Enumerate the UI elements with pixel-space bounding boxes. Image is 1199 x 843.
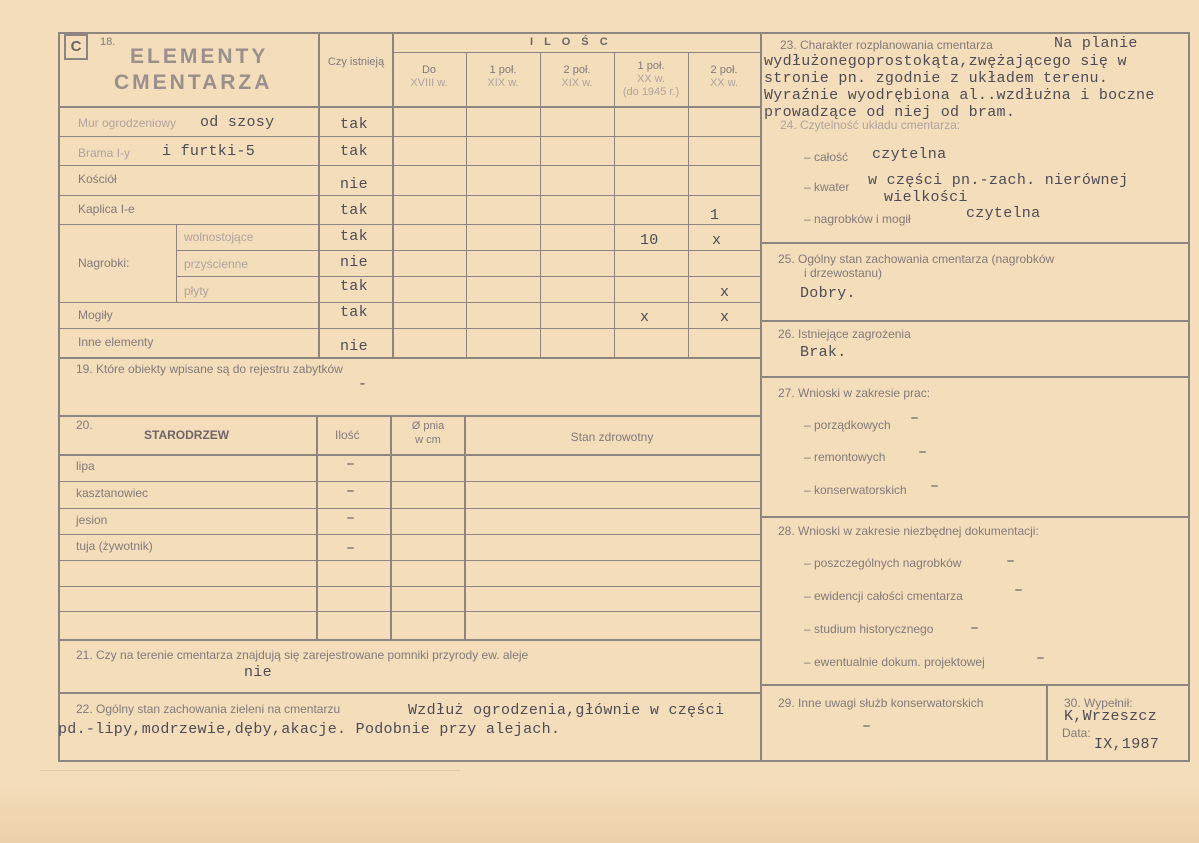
tree-kasztanowiec: kasztanowiec [76,486,149,500]
s28-a-value: – [1006,553,1016,570]
s28-d: – ewentualnie dokum. projektowej [804,655,985,669]
section-box-c: C [64,34,88,60]
row-brama-value: tak [340,143,368,160]
s25-bottom [760,320,1190,322]
s26-bottom [760,376,1190,378]
row-mogily-1p20: x [640,309,650,326]
s18-row-line [58,328,760,329]
s18-row-line [58,165,760,166]
s28-b: – ewidencji całości cmentarza [804,589,963,603]
s21-value: nie [244,664,272,681]
s21-bottom [58,692,760,694]
tree-lipa: lipa [76,459,95,473]
col-2p19: 2 poł. [563,64,591,76]
s21-label: 21. Czy na terenie cmentarza znajdują się zarejestrowane pomniki przyrody ew. aleje [76,648,529,662]
s24-kwater-value1: w części pn.-zach. nierównej [868,172,1129,189]
s27-b: – remontowych [804,450,886,464]
s22-line1: Wzdłuż ogrodzenia,głównie w części [408,702,725,719]
s22-line2: pd.-lipy,modrzewie,dęby,akacje. Podobnie przy alejach. [58,721,561,738]
frame-top [58,32,1190,34]
s29-value: – [862,718,872,735]
s18-title-2: CMENTARZA [114,71,273,94]
s20-number: 20. [76,418,93,432]
s27-c-value: – [930,478,940,495]
row-mur-typed: od szosy [200,114,275,131]
s18-row-line [58,224,760,225]
s26-label: 26. Istniejące zagrożenia [778,327,911,341]
s28-c: – studium historycznego [804,622,934,636]
tree-tuja-count: – [346,540,356,557]
s20-col-stan: Stan zdrowotny [570,430,654,444]
s26-value: Brak. [800,344,847,361]
col-2p19b: XIX w. [561,77,593,89]
s20-title: STARODRZEW [144,428,230,442]
row-nagrobki-label: Nagrobki: [78,256,130,270]
row-wolno-1p20: 10 [640,232,659,249]
row-mogily-value: tak [340,304,368,321]
s20-col-ilosc: Ilość [335,428,360,442]
row-wolno-value: tak [340,228,368,245]
frame-right [1188,32,1190,762]
s18-col-line [466,52,467,358]
s18-bottom [58,357,760,359]
s20-col-pnia-unit: w cm [415,434,441,446]
s18-row-line [176,250,760,251]
col-ilosc: I L O Ś C [530,36,612,48]
s30-date: IX,1987 [1094,736,1160,753]
s20-row-line [58,560,760,561]
row-kosciol-label: Kościół [78,172,117,186]
col-1p19b: XIX w. [487,77,519,89]
frame-bottom [58,760,1190,762]
row-mogily-2p20: x [720,309,730,326]
s24-calosc-value: czytelna [872,146,947,163]
s19-bottom [58,415,760,417]
s27-a-value: – [910,410,920,427]
s30-date-label: Data: [1062,726,1091,740]
s20-bottom [58,639,760,641]
row-kaplica-value: tak [340,202,368,219]
row-inne-value: nie [340,338,368,355]
s24-kwater-label: – kwater [804,180,850,194]
row-kaplica-label: Kaplica I-e [78,202,135,216]
col-2p20: 2 poł. [710,64,738,76]
row-wolno-2p20: x [712,232,722,249]
s19-value: - [358,376,368,393]
s27-a: – porządkowych [804,418,891,432]
row-mogily-label: Mogiły [78,308,113,322]
s18-header-bottom [58,106,760,108]
s19-label: 19. Które obiekty wpisane są do rejestru zabytków [76,362,343,376]
s24-kwater-value2: wielkości [884,189,968,206]
s18-row-line [176,276,760,277]
s30-label: 30. Wypełnił: [1064,696,1133,710]
col-1p20c: (do 1945 r.) [622,86,680,98]
s23-line1: Na planie [1054,35,1138,52]
row-przysc-label: przyścienne [184,257,249,271]
col-2p20b: XX w. [709,77,739,89]
s18-row-line [58,195,760,196]
row-brama-typed: i furtki-5 [162,143,256,160]
s28-b-value: – [1014,582,1024,599]
s18-row-line [58,136,760,137]
s25-value: Dobry. [800,285,856,302]
frame-left [58,32,60,762]
s20-row-line [58,481,760,482]
row-kosciol-value: nie [340,176,368,193]
row-plyty-2p20: x [720,284,730,301]
row-brama-label: Brama I-y [78,146,131,160]
s27-c: – konserwatorskich [804,483,907,497]
s28-label: 28. Wnioski w zakresie niezbędnej dokumentacji: [778,524,1039,538]
s18-col-line [540,52,541,358]
s28-a: – poszczególnych nagrobków [804,556,962,570]
s23-line2: wydłużonegoprostokąta,zwężającego się w [764,53,1127,70]
s20-header-bottom [58,454,760,456]
s24-nagr-value: czytelna [966,205,1041,222]
col-1p19: 1 poł. [489,64,517,76]
s18-row-line [58,302,760,303]
s29-label: 29. Inne uwagi służb konserwatorskich [778,696,984,710]
s18-col-line [688,52,689,358]
row-inne-label: Inne elementy [78,335,154,349]
paper-crease [40,770,460,771]
s27-bottom [760,516,1190,518]
s24-calosc-label: – całość [804,150,849,164]
col-do18: Do [421,64,437,76]
tree-jesion-count: – [346,510,356,527]
s20-col-pnia: Ø pnia [411,420,445,432]
s24-bottom [760,242,1190,244]
row-mur-value: tak [340,116,368,133]
row-plyty-value: tak [340,278,368,295]
tree-kasztanowiec-count: – [346,483,356,500]
s24-nagr-label: – nagrobków i mogił [804,212,911,226]
s20-row-line [58,534,760,535]
s29-s30-divider [1046,684,1048,762]
col-1p20: 1 poł. [637,60,665,72]
paper-edge [0,783,1199,843]
row-przysc-value: nie [340,254,368,271]
s30-name: K,Wrzeszcz [1064,708,1158,725]
s27-b-value: – [918,444,928,461]
col-do18b: XVIII w. [410,77,448,89]
s20-row-line [58,508,760,509]
s25-label-1: 25. Ogólny stan zachowania cmentarza (nagrobków [778,252,1055,266]
s20-col-line [464,415,466,639]
s27-label: 27. Wnioski w zakresie prac: [778,386,931,400]
s20-row-line [58,611,760,612]
s20-row-line [58,586,760,587]
s20-col-line [390,415,392,639]
col-exists: Czy istnieją [327,56,385,68]
row-kaplica-2p20: 1 [710,207,720,224]
row-wolno-label: wolnostojące [184,230,254,244]
s23-line5: prowadzące od niej od bram. [764,104,1016,121]
s18-number: 18. [100,36,116,48]
s18-nagrobki-split [176,224,177,302]
tree-jesion: jesion [76,513,108,527]
s20-col-line [316,415,318,639]
row-mur-label: Mur ogrodzeniowy [78,116,177,130]
s23-label: 23. Charakter rozplanowania cmentarza [780,38,993,52]
s18-title-1: ELEMENTY [130,45,269,68]
row-plyty-label: płyty [184,284,209,298]
s23-line4: Wyraźnie wyodrębiona al..wzdłużna i boczne [764,87,1155,104]
s28-c-value: – [970,620,980,637]
s28-d-value: – [1036,650,1046,667]
s25-label-2: i drzewostanu) [804,266,883,280]
frame-middle [760,32,762,762]
s22-label: 22. Ogólny stan zachowania zieleni na cmentarzu [76,702,341,716]
s28-bottom [760,684,1190,686]
tree-lipa-count: – [346,456,356,473]
s24-label: 24. Czytelność układu cmentarza: [780,118,961,132]
s23-line3: stronie pn. zgodnie z układem terenu. [764,70,1109,87]
s18-ilosc-line [392,52,760,53]
col-1p20b: XX w. [636,73,666,85]
tree-tuja: tuja (żywotnik) [76,539,153,553]
